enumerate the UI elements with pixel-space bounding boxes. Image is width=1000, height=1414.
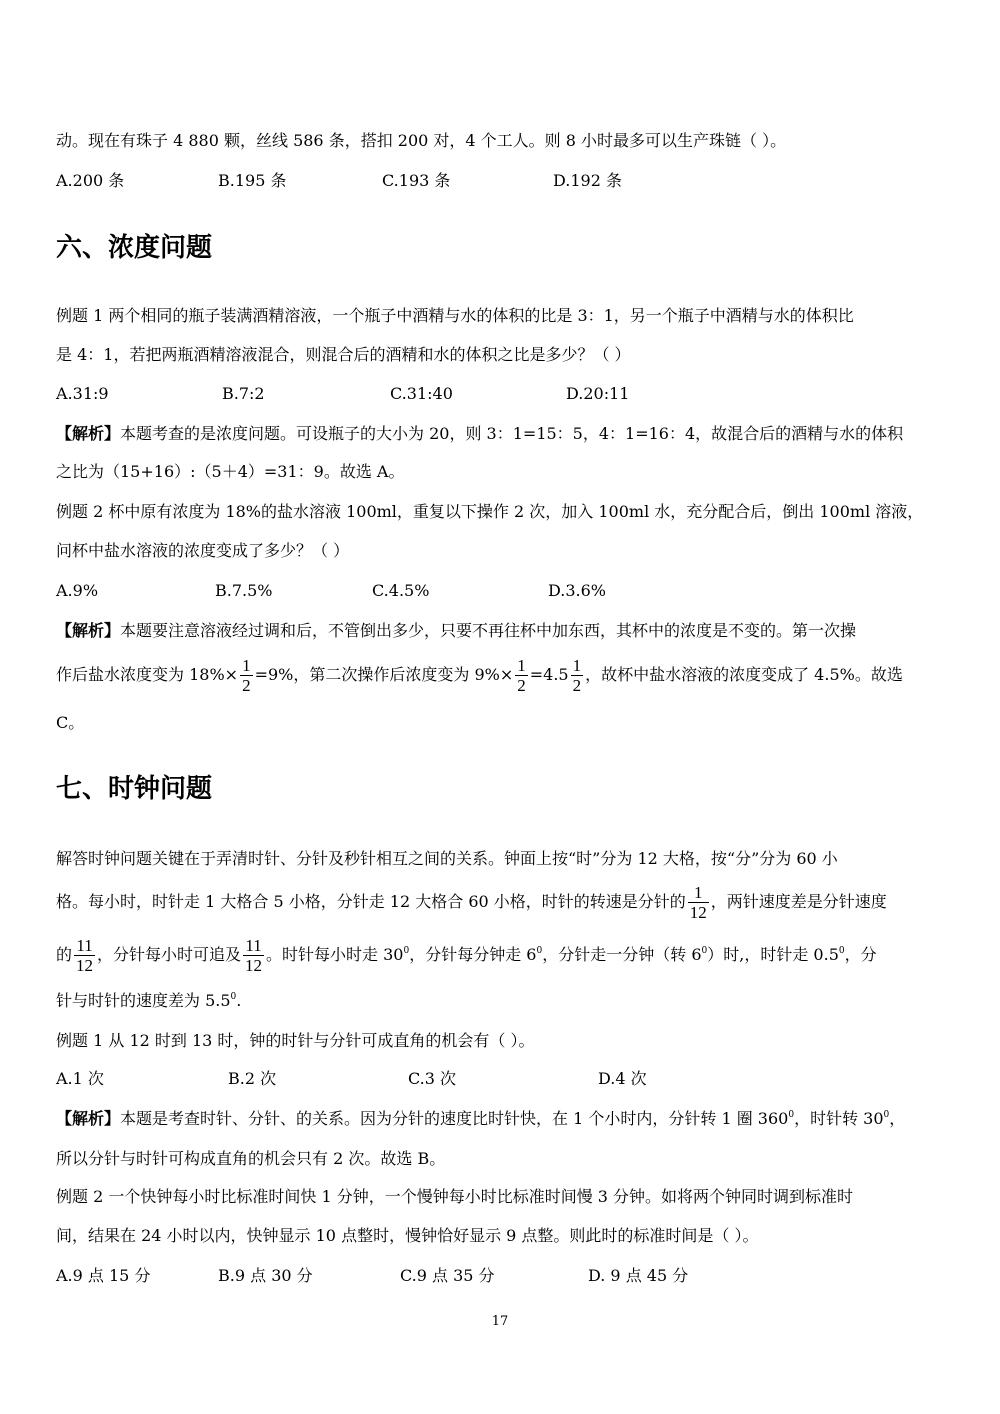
question-text: 动。现在有珠子 4 880 颗，丝线 586 条，搭扣 200 对，4 个工人。则 8 小时最多可以生产珠链（ ）。 bbox=[56, 131, 787, 150]
fraction-one-half: $\frac{1}{2}$ bbox=[242, 656, 251, 695]
intro-text: 针与时针的速度差为 $5.5^0$. bbox=[56, 991, 242, 1010]
analysis-text: C。 bbox=[56, 713, 85, 732]
analysis-text: 【解析】本题是考查时针、分针、的关系。因为分针的速度比时针快，在 1 个小时内，分针转 1 圈 $360^0$，时针转 $30^0$， bbox=[56, 1109, 906, 1128]
option-a: A.31:9 bbox=[56, 384, 109, 403]
option-c: C.4.5% bbox=[372, 581, 430, 600]
example-2-text: 例题 2 一个快钟每小时比标准时间快 1 分钟，一个慢钟每小时比标准时间慢 3 分钟。如将两个钟同时调到标准时 bbox=[56, 1187, 854, 1206]
option-b: B.7:2 bbox=[222, 384, 265, 403]
option-d: D. 9 点 45 分 bbox=[588, 1266, 689, 1285]
analysis-text: 【解析】本题考查的是浓度问题。可设瓶子的大小为 20，则 3：1=15：5，4：1=16：4，故混合后的酒精与水的体积 bbox=[56, 424, 904, 443]
option-b: B.7.5% bbox=[215, 581, 273, 600]
option-d: D.20:11 bbox=[566, 384, 630, 403]
fraction-one-half: $\frac{1}{2}$ bbox=[517, 656, 526, 695]
section-heading-clock: 七、时钟问题 bbox=[56, 774, 213, 804]
analysis-text: 之比为（15+16）:（5＋4）=31：9。故选 A。 bbox=[56, 462, 405, 481]
option-c: C.193 条 bbox=[382, 171, 451, 190]
analysis-label: 【解析】 bbox=[56, 621, 121, 640]
intro-text: 解答时钟问题关键在于弄清时针、分针及秒针相互之间的关系。钟面上按“时”分为 12 大格，按“分”分为 60 小 bbox=[56, 849, 838, 868]
option-a: A.9% bbox=[56, 581, 99, 600]
option-d: D.3.6% bbox=[548, 581, 606, 600]
option-b: B.9 点 30 分 bbox=[218, 1266, 313, 1285]
intro-text: 的 $\frac{11}{12}$ ，分针每小时可追及 $\frac{11}{12}$ 。时针每小时走 $30^0$，分针每分钟走 $6^0$，分针走一分钟（转 $6^0$）时,，时针走 $0.5^0$，分 bbox=[56, 936, 877, 975]
analysis-text: 作后盐水浓度变为 18%× $\frac{1}{2}$ =9%，第二次操作后浓度变为 9%× $\frac{1}{2}$ =4.5 $\frac{1}{2}$ ，故杯中盐水溶液的浓度变成了 4.5%。故选 bbox=[56, 656, 903, 695]
option-a: A.200 条 bbox=[56, 171, 125, 190]
example-1-text: 例题 1 从 12 时到 13 时，钟的时针与分针可成直角的机会有（ ）。 bbox=[56, 1031, 535, 1050]
example-2-text: 问杯中盐水溶液的浓度变成了多少？（ ） bbox=[56, 541, 350, 560]
page-number: 17 bbox=[491, 1314, 509, 1329]
intro-text: 格。每小时，时针走 1 大格合 5 小格，分针走 12 大格合 60 小格，时针的转速是分针的 $\frac{1}{12}$ ，两针速度差是分针速度 bbox=[56, 883, 887, 922]
analysis-label: 【解析】 bbox=[56, 1109, 121, 1128]
analysis-text: 【解析】本题要注意溶液经过调和后，不管倒出多少，只要不再往杯中加东西，其杯中的浓度是不变的。第一次操 bbox=[56, 621, 857, 640]
option-c: C.9 点 35 分 bbox=[400, 1266, 495, 1285]
option-c: C.31:40 bbox=[390, 384, 453, 403]
fraction-eleven-twelfths: $\frac{11}{12}$ bbox=[245, 936, 263, 975]
example-2-text: 间，结果在 24 小时以内，快钟显示 10 点整时，慢钟恰好显示 9 点整。则此时的标准时间是（ ）。 bbox=[56, 1226, 759, 1245]
option-a: A.9 点 15 分 bbox=[56, 1266, 151, 1285]
option-a: A.1 次 bbox=[56, 1069, 104, 1088]
option-c: C.3 次 bbox=[408, 1069, 457, 1088]
option-b: B.2 次 bbox=[228, 1069, 277, 1088]
analysis-label: 【解析】 bbox=[56, 424, 121, 443]
analysis-text: 所以分针与时针可构成直角的机会只有 2 次。故选 B。 bbox=[56, 1149, 446, 1168]
example-1-text: 例题 1 两个相同的瓶子装满酒精溶液，一个瓶子中酒精与水的体积的比是 3：1，另一个瓶子中酒精与水的体积比 bbox=[56, 306, 854, 325]
section-heading-concentration: 六、浓度问题 bbox=[56, 233, 213, 263]
fraction-eleven-twelfths: $\frac{11}{12}$ bbox=[76, 936, 94, 975]
example-1-text: 是 4：1，若把两瓶酒精溶液混合，则混合后的酒精和水的体积之比是多少？（ ） bbox=[56, 345, 631, 364]
option-d: D.192 条 bbox=[553, 171, 622, 190]
fraction-one-twelfth: $\frac{1}{12}$ bbox=[689, 883, 707, 922]
example-2-text: 例题 2 杯中原有浓度为 18%的盐水溶液 100ml，重复以下操作 2 次，加入 100ml 水，充分配合后，倒出 100ml 溶液， bbox=[56, 502, 924, 521]
fraction-one-half: $\frac{1}{2}$ bbox=[572, 656, 582, 695]
option-d: D.4 次 bbox=[598, 1069, 647, 1088]
option-b: B.195 条 bbox=[218, 171, 287, 190]
